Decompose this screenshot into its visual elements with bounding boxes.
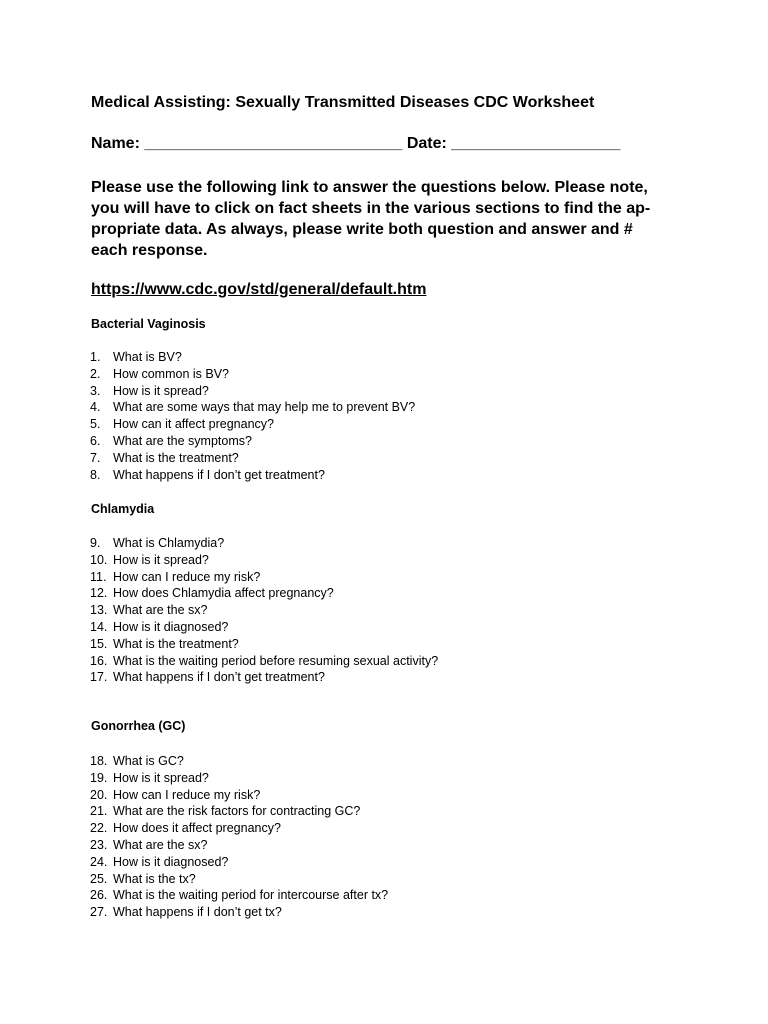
question-text: How can I reduce my risk? <box>113 569 261 584</box>
question-number: 8. <box>90 467 101 482</box>
question-text: What is GC? <box>113 754 184 768</box>
list-item <box>90 450 415 467</box>
list-item <box>90 366 415 383</box>
question-list-chlamydia <box>90 535 438 686</box>
instructions-line: you will have to click on fact sheets in the various sections to find the ap- <box>91 200 651 217</box>
question-text: What are the sx? <box>113 837 208 852</box>
question-text: What is the treatment? <box>113 450 239 465</box>
question-number: 16. <box>90 653 108 668</box>
list-item <box>90 552 438 569</box>
question-text: How is it spread? <box>113 552 209 567</box>
list-item <box>90 399 415 416</box>
section-heading-chlamydia: Chlamydia <box>91 502 155 516</box>
section-heading-gonorrhea: Gonorrhea (GC) <box>91 719 186 733</box>
list-item <box>90 904 388 921</box>
question-number: 27. <box>90 905 108 920</box>
question-number: 21. <box>90 804 108 819</box>
question-number: 10. <box>90 552 108 567</box>
question-text: What are the symptoms? <box>113 433 252 448</box>
list-item <box>90 467 415 484</box>
list-item <box>90 669 438 686</box>
question-text: How is it diagnosed? <box>113 854 229 869</box>
question-number: 14. <box>90 619 108 634</box>
document-title: Medical Assisting: Sexually Transmitted Diseases CDC Worksheet <box>91 94 595 111</box>
question-text: What is the waiting period for intercourse after tx? <box>113 888 389 903</box>
question-number: 7. <box>90 450 101 465</box>
list-item <box>90 787 388 804</box>
list-item <box>90 585 438 602</box>
list-item <box>90 770 388 787</box>
list-item <box>90 753 388 770</box>
instructions-line: Please use the following link to answer the questions below. Please note, <box>91 179 648 196</box>
instructions-line: propriate data. As always, please write both question and answer and # <box>91 221 633 238</box>
list-item <box>90 887 388 904</box>
question-number: 15. <box>90 636 108 651</box>
instructions-paragraph <box>91 177 691 261</box>
question-text: How does Chlamydia affect pregnancy? <box>113 586 334 601</box>
question-text: What is the waiting period before resuming sexual activity? <box>113 653 439 668</box>
question-text: How is it spread? <box>113 383 209 398</box>
question-number: 17. <box>90 670 108 685</box>
list-item <box>90 636 438 653</box>
question-list-bacterial-vaginosis <box>90 349 415 483</box>
question-number: 5. <box>90 417 101 432</box>
question-number: 18. <box>90 754 108 768</box>
list-item <box>90 803 388 820</box>
cdc-link[interactable]: https://www.cdc.gov/std/general/default.htm <box>91 281 427 298</box>
list-item <box>90 602 438 619</box>
list-item <box>90 854 388 871</box>
question-number: 22. <box>90 821 108 836</box>
question-number: 13. <box>90 603 108 618</box>
list-item <box>90 820 388 837</box>
question-number: 19. <box>90 770 108 785</box>
question-number: 24. <box>90 854 108 869</box>
question-number: 23. <box>90 837 108 852</box>
question-number: 9. <box>90 536 101 550</box>
question-text: How can I reduce my risk? <box>113 787 261 802</box>
question-number: 11. <box>90 569 107 584</box>
question-text: How does it affect pregnancy? <box>113 821 281 836</box>
list-item <box>90 653 438 670</box>
question-text: What is the tx? <box>113 871 196 886</box>
question-number: 26. <box>90 888 108 903</box>
question-text: How is it diagnosed? <box>113 619 229 634</box>
question-number: 20. <box>90 787 108 802</box>
question-number: 4. <box>90 400 101 415</box>
question-text: What is Chlamydia? <box>113 536 225 550</box>
question-text: What is the treatment? <box>113 636 239 651</box>
question-text: What are the sx? <box>113 603 208 618</box>
list-item <box>90 619 438 636</box>
question-number: 1. <box>90 350 101 364</box>
list-item <box>90 837 388 854</box>
question-text: What happens if I don’t get treatment? <box>113 467 325 482</box>
question-text: What is BV? <box>113 350 182 364</box>
question-text: What are the risk factors for contracting GC? <box>113 804 361 819</box>
question-number: 3. <box>90 383 101 398</box>
question-text: What happens if I don’t get treatment? <box>113 670 325 685</box>
question-number: 6. <box>90 433 101 448</box>
question-text: What are some ways that may help me to prevent BV? <box>113 400 416 415</box>
list-item <box>90 871 388 888</box>
list-item <box>90 535 438 552</box>
name-date-line: Name: _____________________________ Date: ___________________ <box>91 135 621 152</box>
question-text: How is it spread? <box>113 770 209 785</box>
list-item <box>90 416 415 433</box>
question-text: How can it affect pregnancy? <box>113 417 274 432</box>
question-number: 12. <box>90 586 108 601</box>
question-number: 25. <box>90 871 108 886</box>
list-item <box>90 383 415 400</box>
list-item <box>90 349 415 366</box>
question-number: 2. <box>90 366 101 381</box>
question-list-gonorrhea <box>90 753 388 921</box>
question-text: How common is BV? <box>113 366 230 381</box>
list-item <box>90 569 438 586</box>
question-text: What happens if I don’t get tx? <box>113 905 282 920</box>
list-item <box>90 433 415 450</box>
section-heading-bacterial-vaginosis: Bacterial Vaginosis <box>91 317 206 331</box>
instructions-line: each response. <box>91 242 208 259</box>
